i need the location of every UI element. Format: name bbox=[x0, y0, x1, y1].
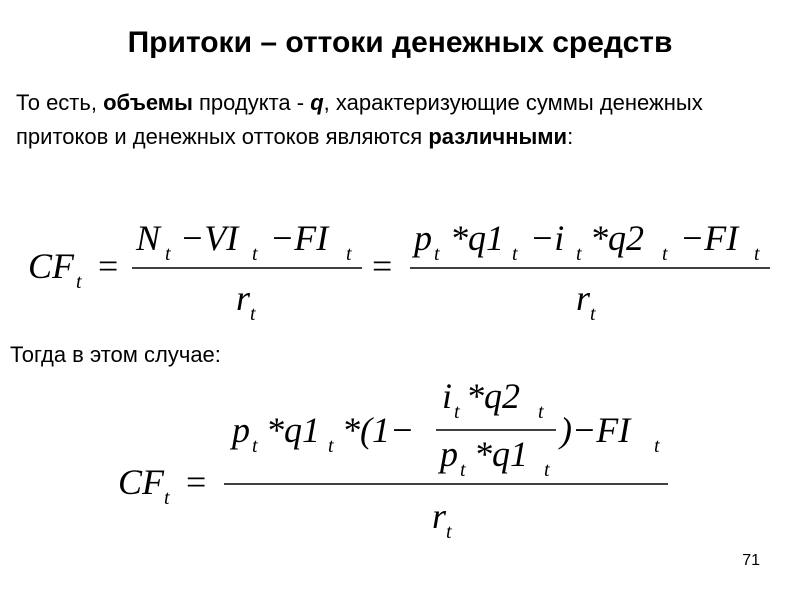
intro-q-variable: q bbox=[310, 90, 324, 115]
f1-den-sub-2: t bbox=[590, 303, 596, 325]
f1-rhs-sub-4: t bbox=[662, 243, 668, 265]
f1-den-1: r bbox=[236, 278, 251, 318]
f2-lhs: CF bbox=[118, 462, 165, 502]
then-label: Тогда в этом случае: bbox=[10, 342, 221, 367]
f1-rhs-sub-2: t bbox=[512, 243, 518, 265]
f2-num-right: )−FI bbox=[560, 410, 631, 450]
f1-rhs-term-3: −i bbox=[530, 218, 565, 258]
f2-inner-den-2: *q1 bbox=[474, 434, 528, 474]
f2-inner-den-1: p bbox=[440, 434, 458, 474]
f1-rhs-sub-3: t bbox=[576, 243, 582, 265]
f2-inner-den-sub-1: t bbox=[460, 459, 466, 481]
f1-rhs-term-5: −FI bbox=[680, 218, 739, 258]
intro-text-2: продукта - bbox=[192, 90, 311, 115]
f1-den-sub-1: t bbox=[250, 303, 256, 325]
f1-num-term-2: −VI bbox=[180, 218, 239, 258]
f2-lhs-sub: t bbox=[164, 487, 170, 509]
f1-rhs-term-1: p bbox=[414, 218, 432, 258]
f1-rhs-sub-1: t bbox=[434, 243, 440, 265]
f1-num-sub-1: t bbox=[165, 243, 171, 265]
f1-num-sub-3: t bbox=[346, 243, 352, 265]
f1-rhs-term-4: *q2 bbox=[590, 218, 644, 258]
intro-bold-volumes: объемы bbox=[103, 90, 193, 115]
f2-num-right-sub: t bbox=[654, 435, 660, 457]
f2-inner-den-sub-2: t bbox=[544, 459, 550, 481]
intro-text-3: , характеризующие суммы денежных притоков и денежных оттоков являются bbox=[16, 90, 703, 149]
intro-text-1: То есть, bbox=[16, 90, 104, 115]
intro-text-4: : bbox=[567, 124, 574, 149]
f2-num-term-3: *(1− bbox=[342, 410, 415, 450]
f1-num-sub-2: t bbox=[252, 243, 258, 265]
f2-inner-num-1: i bbox=[442, 376, 453, 416]
intro-bold-different: различными bbox=[428, 124, 568, 149]
f1-num-term-3: −FI bbox=[270, 218, 329, 258]
f2-num-sub-2: t bbox=[328, 435, 334, 457]
f2-inner-num-2: *q2 bbox=[466, 376, 520, 416]
f2-den: r bbox=[432, 496, 447, 536]
f2-inner-num-sub-2: t bbox=[538, 401, 544, 423]
f1-rhs-term-2: *q1 bbox=[450, 218, 504, 258]
f2-num-term-1: p bbox=[232, 410, 250, 450]
f1-equals-1: = bbox=[98, 246, 119, 286]
f2-inner-num-sub-1: t bbox=[454, 401, 460, 423]
f1-num-term-1: N bbox=[136, 218, 161, 258]
page-number: 71 bbox=[742, 552, 760, 569]
f1-lhs: CF bbox=[28, 246, 75, 286]
f2-num-term-2: *q1 bbox=[266, 410, 320, 450]
f2-den-sub: t bbox=[446, 521, 452, 543]
slide-title: Притоки – оттоки денежных средств bbox=[127, 26, 673, 59]
f2-num-sub-1: t bbox=[252, 435, 258, 457]
f1-rhs-sub-5: t bbox=[754, 243, 760, 265]
f1-den-2: r bbox=[576, 278, 591, 318]
f1-equals-2: = bbox=[372, 246, 393, 286]
f1-lhs-sub: t bbox=[76, 271, 82, 293]
f2-equals: = bbox=[186, 462, 207, 502]
